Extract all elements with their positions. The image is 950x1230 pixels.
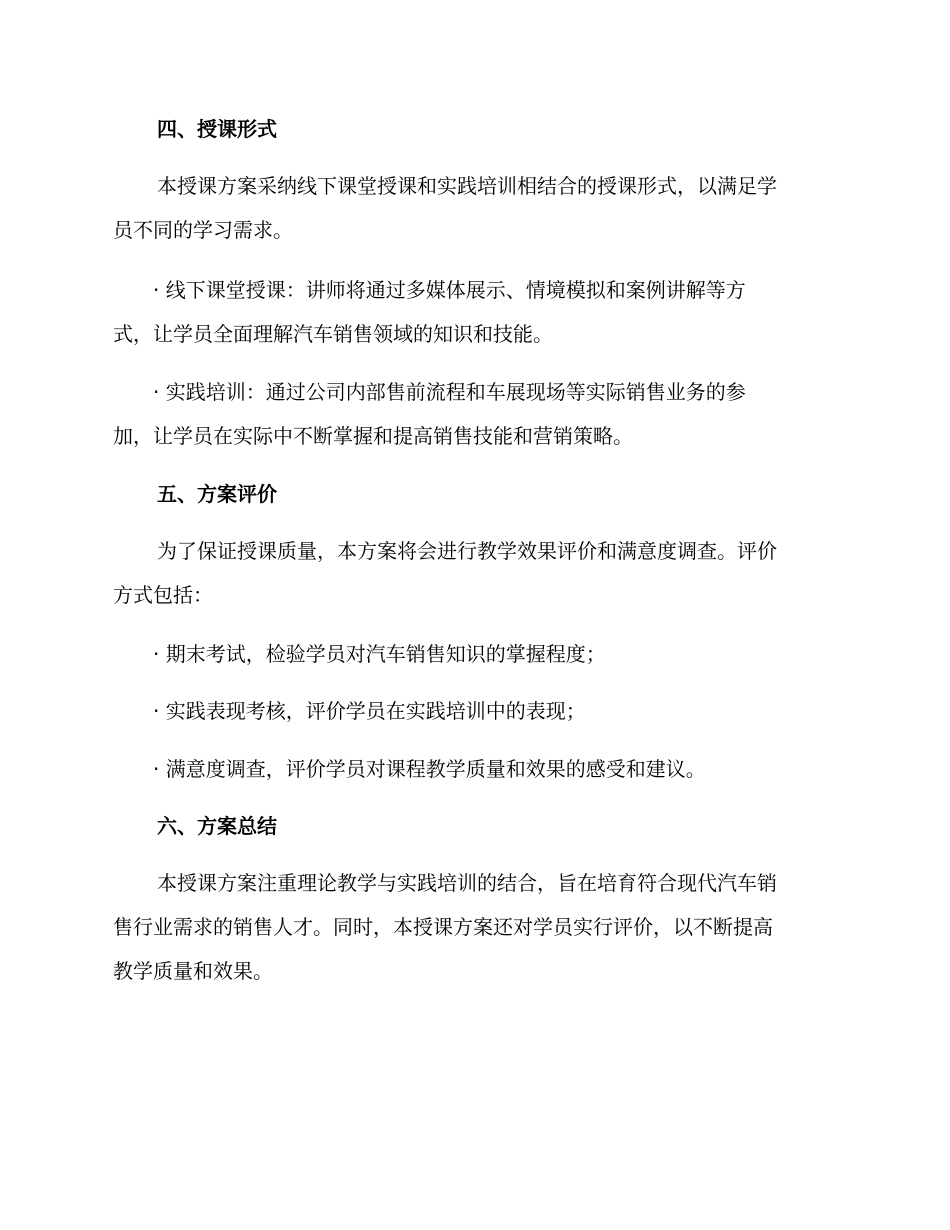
paragraph-line: 本授课方案注重理论教学与实践培训的结合，旨在培育符合现代汽车销 (157, 871, 777, 895)
paragraph-line: 教学质量和效果。 (113, 959, 273, 983)
paragraph-line: 方式包括： (113, 583, 213, 607)
bullet-item-line: · 满意度调查，评价学员对课程教学质量和效果的感受和建议。 (153, 757, 706, 781)
paragraph-line: 售行业需求的销售人才。同时，本授课方案还对学员实行评价，以不断提高 (113, 915, 773, 939)
bullet-item-line: · 实践表现考核，评价学员在实践培训中的表现； (153, 699, 586, 723)
paragraph-line: 员不同的学习需求。 (113, 218, 293, 242)
section-heading-summary: 六、方案总结 (157, 814, 277, 838)
bullet-item-line: · 线下课堂授课：讲师将通过多媒体展示、情境模拟和案例讲解等方 (153, 278, 746, 302)
paragraph-line: 本授课方案采纳线下课堂授课和实践培训相结合的授课形式，以满足学 (157, 174, 777, 198)
paragraph-line: 为了保证授课质量，本方案将会进行教学效果评价和满意度调查。评价 (157, 539, 777, 563)
section-heading-teaching-format: 四、授课形式 (157, 117, 277, 141)
bullet-item-line: · 实践培训：通过公司内部售前流程和车展现场等实际销售业务的参 (153, 380, 746, 404)
bullet-item-line: · 期末考试，检验学员对汽车销售知识的掌握程度； (153, 642, 606, 666)
section-heading-evaluation: 五、方案评价 (157, 482, 277, 506)
bullet-item-line: 加，让学员在实际中不断掌握和提高销售技能和营销策略。 (113, 424, 633, 448)
bullet-item-line: 式，让学员全面理解汽车销售领域的知识和技能。 (113, 322, 553, 346)
